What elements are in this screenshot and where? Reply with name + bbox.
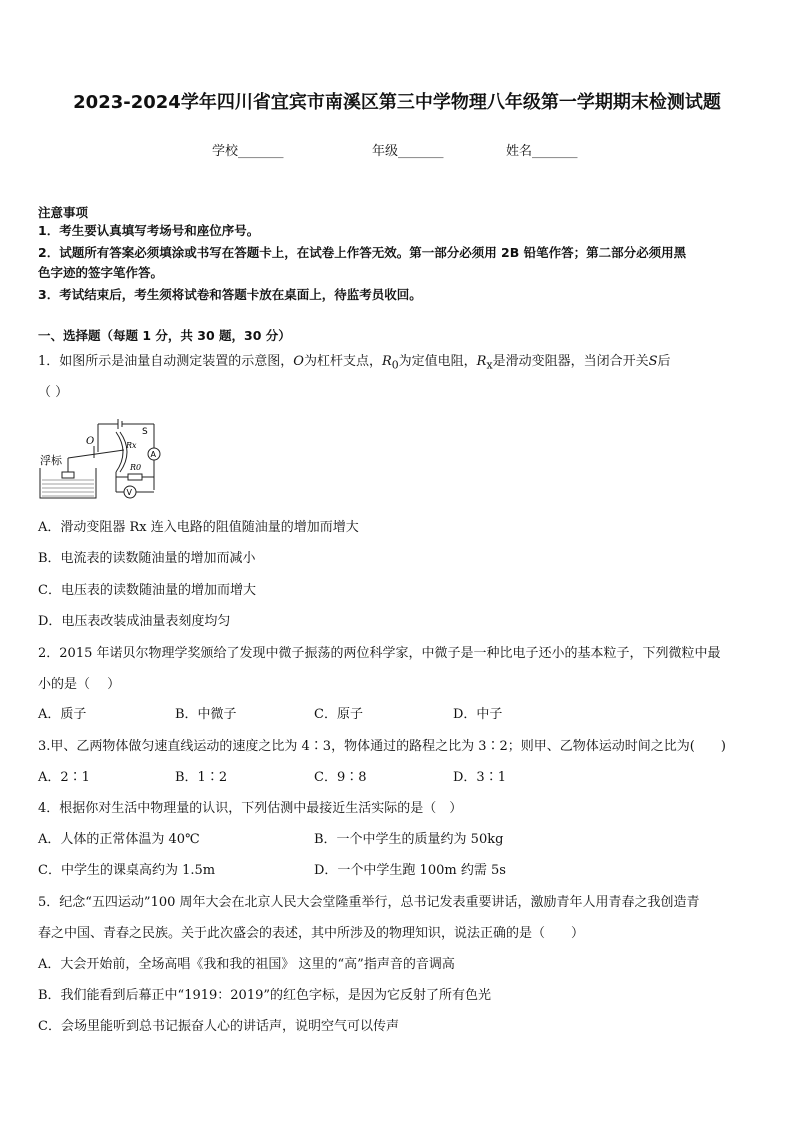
q1-var-r0-sub: 0 <box>391 358 399 372</box>
q1-paren: （ ） <box>38 385 69 400</box>
diagram-voltmeter-label: V <box>126 488 132 497</box>
q2-stem-line2: 小的是（ ） <box>38 677 121 692</box>
notice-item-2: 2．试题所有答案必须填涂或书写在答题卡上，在试卷上作答无效。第一部分必须用 2B 铅笔作答；第二部分必须用黑 <box>38 245 687 260</box>
notice-heading: 注意事项 <box>38 205 89 220</box>
q1-option-b[interactable]: B．电流表的读数随油量的增加而减小 <box>38 551 256 566</box>
q5-stem-line2: 春之中国、青春之民族。关于此次盛会的表述，其中所涉及的物理知识，说法正确的是（ ） <box>38 926 585 941</box>
q1-option-d[interactable]: D．电压表改装成油量表刻度均匀 <box>38 614 231 629</box>
q1-stem-e: 后 <box>657 354 671 369</box>
q3-option-b[interactable]: B．1∶2 <box>175 770 228 785</box>
q1-var-s: S <box>648 354 658 369</box>
q4-option-b[interactable]: B．一个中学生的质量约为 50kg <box>314 832 504 847</box>
q2-stem-line1: 2．2015 年诺贝尔物理学奖颁给了发现中微子振荡的两位科学家，中微子是一种比电子还小的基本粒子，下列微粒中最 <box>38 646 721 661</box>
q3-stem: 3.甲、乙两物体做匀速直线运动的速度之比为 4∶3，物体通过的路程之比为 3∶2；则甲、乙物体运动时间之比为( ) <box>38 739 726 754</box>
name-field[interactable]: 姓名_______ <box>506 144 578 159</box>
oil-gauge-circuit-diagram <box>38 412 162 504</box>
q1-var-o: O <box>293 354 304 369</box>
q3-option-c[interactable]: C．9∶8 <box>314 770 367 785</box>
q1-stem-d: 是滑动变阻器，当闭合开关 <box>492 354 649 369</box>
q5-stem-line1: 5．纪念“五四运动”100 周年大会在北京人民大会堂隆重举行，总书记发表重要讲话，激励青年人用青春之我创造青 <box>38 895 700 910</box>
q1-stem-c: 为定值电阻， <box>398 354 477 369</box>
q1-var-r0: R <box>381 354 392 369</box>
notice-item-3: 3．考试结束后，考生须将试卷和答题卡放在桌面上，待监考员收回。 <box>38 287 422 302</box>
diagram-s-label: S <box>142 427 148 437</box>
q1-stem-b: 为杠杆支点， <box>303 354 382 369</box>
q1-var-rx: R <box>476 354 487 369</box>
diagram-float-label: 浮标 <box>40 454 62 467</box>
exam-title: 2023-2024学年四川省宜宾市南溪区第三中学物理八年级第一学期期末检测试题 <box>73 92 721 113</box>
notice-item-1: 1．考生要认真填写考场号和座位序号。 <box>38 223 260 238</box>
q1-var-rx-sub: x <box>486 358 493 372</box>
q1-stem-a: 1．如图所示是油量自动测定装置的示意图， <box>38 354 294 369</box>
diagram-o-label: O <box>86 436 95 447</box>
q4-option-c[interactable]: C．中学生的课桌高约为 1.5m <box>38 863 216 878</box>
diagram-r0-label: R0 <box>130 463 142 472</box>
school-field[interactable]: 学校_______ <box>212 144 284 159</box>
q1-option-a[interactable]: A．滑动变阻器 Rx 连入电路的阻值随油量的增加而增大 <box>38 520 359 535</box>
q4-stem: 4．根据你对生活中物理量的认识，下列估测中最接近生活实际的是（ ） <box>38 801 463 816</box>
q5-option-b[interactable]: B．我们能看到后幕正中“1919：2019”的红色字标，是因为它反射了所有色光 <box>38 988 492 1003</box>
diagram-rx-label: Rx <box>126 441 137 450</box>
q5-option-c[interactable]: C．会场里能听到总书记振奋人心的讲话声，说明空气可以传声 <box>38 1019 399 1034</box>
q2-option-d[interactable]: D．中子 <box>453 707 503 722</box>
q2-option-c[interactable]: C．原子 <box>314 707 363 722</box>
q1-option-c[interactable]: C．电压表的读数随油量的增加而增大 <box>38 583 256 598</box>
notice-item-2-cont: 色字迹的签字笔作答。 <box>38 265 164 280</box>
q2-option-b[interactable]: B．中微子 <box>175 707 237 722</box>
q3-option-a[interactable]: A．2∶1 <box>38 770 90 785</box>
q5-option-a[interactable]: A．大会开始前，全场高唱《我和我的祖国》 这里的“高”指声音的音调高 <box>38 957 455 972</box>
section-heading: 一、选择题（每题 1 分，共 30 题，30 分） <box>38 328 291 343</box>
q3-option-d[interactable]: D．3∶1 <box>453 770 506 785</box>
q2-option-a[interactable]: A．质子 <box>38 707 87 722</box>
diagram-ammeter-label: A <box>150 450 156 459</box>
grade-field[interactable]: 年级_______ <box>372 144 444 159</box>
q1-stem <box>38 353 671 375</box>
q4-option-a[interactable]: A．人体的正常体温为 40℃ <box>38 832 200 847</box>
q4-option-d[interactable]: D．一个中学生跑 100m 约需 5s <box>314 863 506 878</box>
